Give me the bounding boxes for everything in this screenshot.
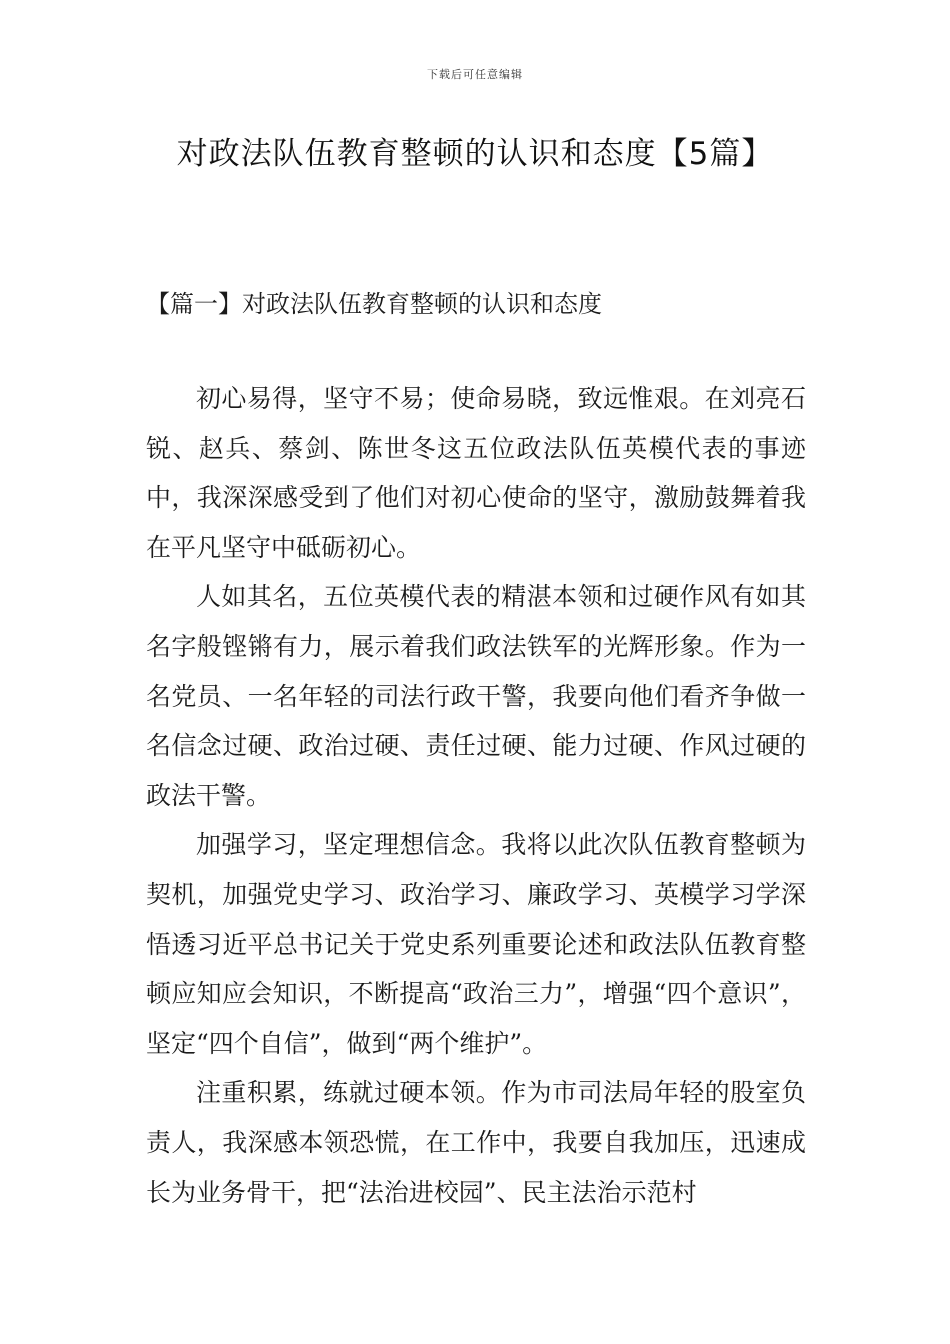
paragraph-3: 加强学习，坚定理想信念。我将以此次队伍教育整顿为契机，加强党史学习、政治学习、廉政学习、英模学习学深悟透习近平总书记关于党史系列重要论述和政法队伍教育整顿应知应会知识，不断提高“政治三力”，增强“四个意识”，坚定“四个自信”，做到“两个维护”。 xyxy=(146,830,806,1058)
document-title: 对政法队伍教育整顿的认识和态度【5篇】 xyxy=(176,136,774,172)
header-note: 下载后可任意编辑 xyxy=(427,68,523,81)
paragraph-4: 注重积累，练就过硬本领。作为市司法局年轻的股室负责人，我深感本领恐慌，在工作中，我要自我加压，迅速成长为业务骨干，把“法治进校园”、民主法治示范村 xyxy=(146,1078,806,1207)
section-heading: 【篇一】对政法队伍教育整顿的认识和态度 xyxy=(146,290,602,318)
document-body xyxy=(146,374,806,1217)
paragraph-2: 人如其名，五位英模代表的精湛本领和过硬作风有如其名字般铿锵有力，展示着我们政法铁军的光辉形象。作为一名党员、一名年轻的司法行政干警，我要向他们看齐争做一名信念过硬、政治过硬、责任过硬、能力过硬、作风过硬的政法干警。 xyxy=(146,582,806,810)
paragraph-1: 初心易得，坚守不易；使命易晓，致远惟艰。在刘亮石锐、赵兵、蔡剑、陈世冬这五位政法队伍英模代表的事迹中，我深深感受到了他们对初心使命的坚守，激励鼓舞着我在平凡坚守中砥砺初心。 xyxy=(146,384,806,562)
